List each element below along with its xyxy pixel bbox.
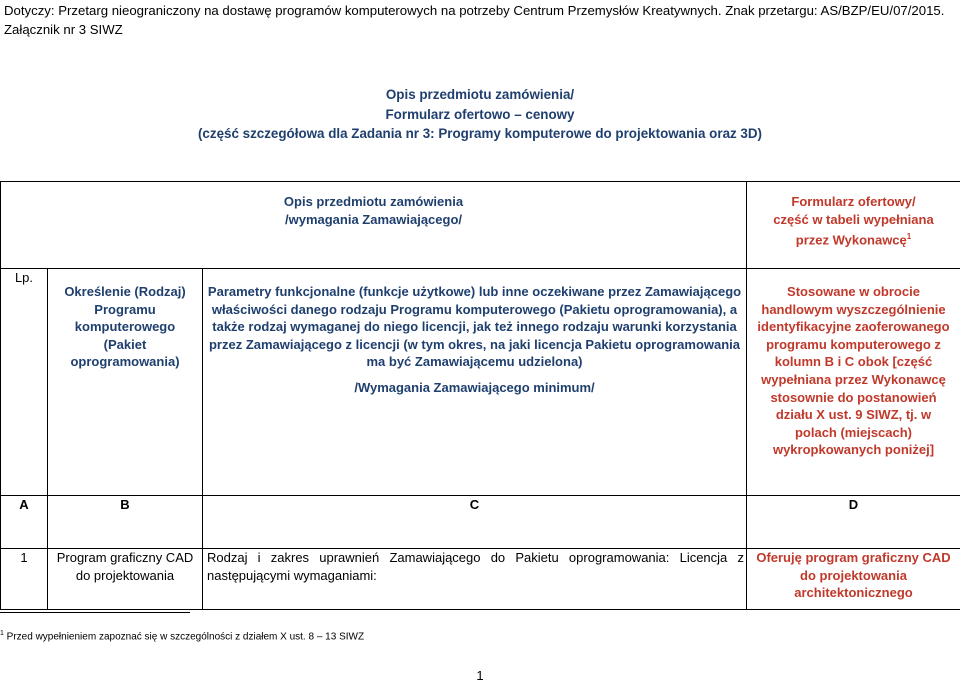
row-number: 1 bbox=[1, 549, 48, 610]
title-line-3: (część szczegółowa dla Zadania nr 3: Programy komputerowe do projektowania oraz 3D) bbox=[197, 126, 763, 141]
header-line-2: Załącznik nr 3 SIWZ bbox=[4, 22, 123, 37]
col-b-description: Określenie (Rodzaj) Programu komputerowego (Pakiet oprogramowania) bbox=[48, 269, 203, 496]
header-form-cell: Formularz ofertowy/ część w tabeli wypełniana przez Wykonawcę$^1$ bbox=[747, 182, 960, 269]
row-offer: Oferuję program graficzny CAD do projektowania architektonicznego bbox=[747, 549, 960, 610]
header-line-1: Dotyczy: Przetarg nieograniczony na dostawę programów komputerowych na potrzeby Centrum Przemysłów Kreatywnych. Znak przetargu: AS/BZP/EU/07/2015. bbox=[4, 3, 945, 18]
letter-a: A bbox=[1, 496, 48, 549]
title-line-1: Opis przedmiotu zamówienia/ bbox=[385, 87, 575, 102]
table-row bbox=[1, 549, 960, 610]
letter-d: D bbox=[747, 496, 960, 549]
document-header bbox=[4, 1, 956, 39]
letter-c: C bbox=[203, 496, 747, 549]
column-letters-row bbox=[1, 496, 960, 549]
table-header-row bbox=[1, 182, 960, 269]
header-opis-cell: Opis przedmiotu zamówienia /wymagania Zamawiającego/ bbox=[1, 182, 747, 269]
row-program-type: Program graficzny CAD do projektowania bbox=[48, 549, 203, 610]
col-c-description: Parametry funkcjonalne (funkcje użytkowe) lub inne oczekiwane przez Zamawiającego właściwości danego rodzaju Programu komputerowego (Pakietu oprogramowania), a także rodzaj wymaganej do niego licencji, jak też innego rodzaju warunki korzystania przez Zamawiającego z licencji (w tym okres, na jaki licencja Pakietu oprogramowania ma być Zamawiającemu udzielona) /Wymagania Zamawiającego minimum/ bbox=[203, 269, 747, 496]
row-requirements: Rodzaj i zakres uprawnień Zamawiającego do Pakietu oprogramowania: Licencja z następującymi wymaganiami: bbox=[203, 549, 747, 610]
document-title bbox=[0, 85, 960, 144]
specification-table bbox=[0, 181, 960, 610]
letter-b: B bbox=[48, 496, 203, 549]
column-description-row bbox=[1, 269, 960, 496]
footnote: $^1$ Przed wypełnieniem zapoznać się w szczególności z działem X ust. 8 – 13 SIWZ bbox=[0, 630, 365, 643]
footnote-ref: 1 bbox=[906, 232, 912, 242]
footnote-separator bbox=[0, 612, 190, 613]
title-line-2: Formularz ofertowo – cenowy bbox=[385, 106, 575, 122]
col-d-description: Stosowane w obrocie handlowym wyszczególnienie identyfikacyjne zaoferowanego programu komputerowego z kolumn B i C obok [część wypełniana przez Wykonawcę stosownie do postanowień działu X ust. 9 SIWZ, tj. w polach (miejscach) wykropkowanych poniżej] bbox=[747, 269, 960, 496]
lp-cell: Lp. bbox=[1, 269, 48, 496]
page-number: 1 bbox=[476, 668, 484, 683]
